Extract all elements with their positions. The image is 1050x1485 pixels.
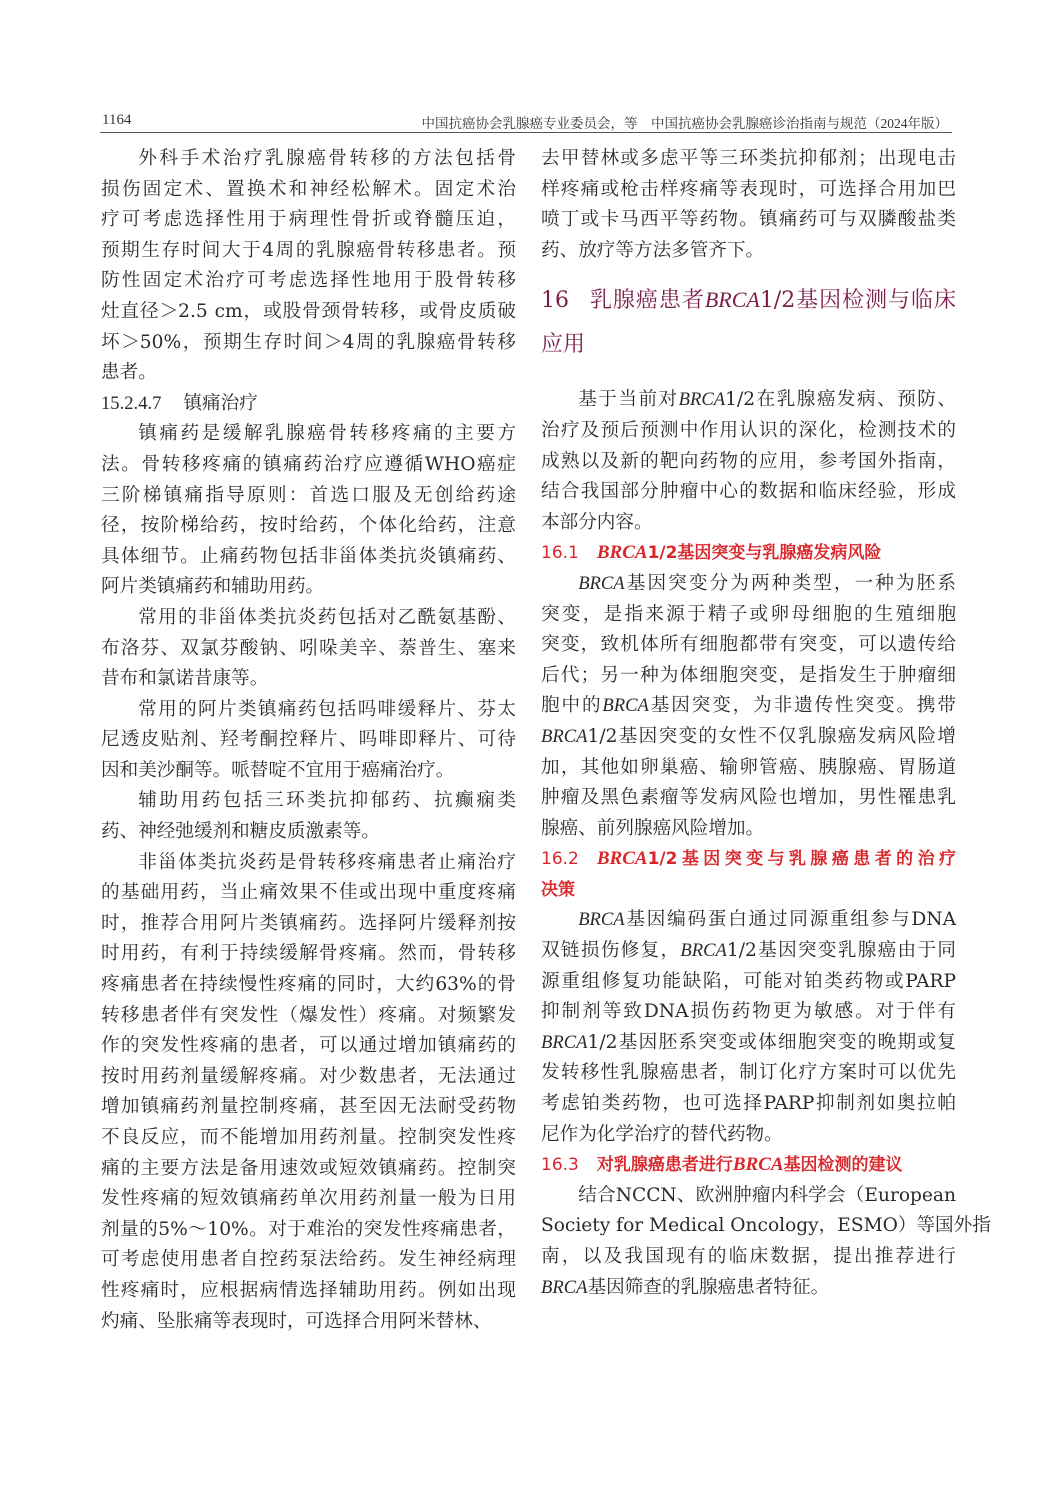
subsection-title: 镇痛治疗 (183, 392, 258, 414)
paragraph-breakthrough-pain (101, 848, 516, 1338)
text-line: 转移患者伴有突发性（爆发性）疼痛。对频繁发 (101, 1004, 516, 1026)
subsection-heading-15-2-4-7 (101, 389, 516, 420)
text-line: 损伤固定术、置换术和神经松解术。固定术治 (101, 178, 516, 200)
paragraph-16-3 (541, 1181, 991, 1303)
subsection-title: 基因检测的建议 (783, 1155, 903, 1176)
subsection-number: 16.1 (541, 543, 579, 564)
paragraph-analgesics (101, 419, 516, 603)
text-line: 外科手术治疗乳腺癌骨转移的方法包括骨 (138, 148, 516, 169)
text-line: 灼痛、坠胀痛等表现时，可选择合用阿米替林、 (101, 1310, 492, 1332)
text-line: 昔布和氯诺昔康等。 (101, 668, 269, 690)
paragraph-intro (541, 385, 956, 538)
text-line: 结合我国部分肿瘤中心的数据和临床经验，形成 (541, 481, 956, 503)
paragraph-opioids (101, 695, 516, 787)
text-line: 疼痛患者在持续慢性疼痛的同时，大约63%的骨 (101, 974, 516, 996)
text-line: 按时用药剂量缓解疼痛。对少数患者，无法通过 (101, 1065, 516, 1087)
text-line: 常用的阿片类镇痛药包括吗啡缓释片、芬太 (138, 698, 516, 720)
text: 1/2基因突变的女性不仅乳腺癌发病风险增 (587, 725, 956, 747)
text-line: 径，按阶梯给药，按时给药，个体化给药，注意 (101, 515, 516, 537)
gene-name: BRCA (596, 848, 648, 870)
gene-name: BRCA (541, 1276, 588, 1298)
text: 双链损伤修复， (541, 940, 681, 962)
text-line: 尼作为化学治疗的替代药物。 (541, 1123, 783, 1145)
text-line: 抑制剂等致DNA损伤药物更为敏感。对于伴有 (541, 1001, 956, 1023)
text-line: 肿瘤及黑色素瘤等发病风险也增加，男性罹患乳 (541, 787, 956, 809)
text-line: 的基础用药，当止痛效果不佳或出现中重度疼痛 (101, 882, 516, 904)
text-line: 布洛芬、双氯芬酸钠、吲哚美辛、萘普生、塞来 (101, 637, 516, 659)
subsection-number: 15.2.4.7 (101, 392, 162, 414)
text-line: 尼透皮贴剂、羟考酮控释片、吗啡即释片、可待 (101, 729, 516, 751)
text-line: 灶直径＞2.5 cm，或股骨颈骨转移，或骨皮质破 (101, 300, 516, 322)
text-line: 药、放疗等方法多管齐下。 (541, 239, 765, 261)
text-line: Society for Medical Oncology，ESMO）等国外指 (541, 1215, 991, 1237)
subsection-heading-16-3 (541, 1150, 956, 1181)
text-line: 药、神经弛缓剂和糖皮质激素等。 (101, 821, 380, 843)
text-line: 时，推荐合用阿片类镇痛药。选择阿片缓释剂按 (101, 912, 516, 934)
subsection-heading-16-1 (541, 538, 956, 569)
text: 基因编码蛋白通过同源重组参与DNA (624, 909, 956, 931)
subsection-title: 1/2基因突变与乳腺癌发病风险 (647, 543, 882, 564)
paragraph-16-1 (541, 569, 956, 844)
text-line: 预期生存时间大于4周的乳腺癌骨转移患者。预 (101, 239, 516, 261)
paragraph-continued (541, 144, 956, 266)
text-line: 三阶梯镇痛指导原则：首选口服及无创给药途 (101, 484, 516, 506)
text-line: 发转移性乳腺癌患者，制订化疗方案时可以优先 (541, 1062, 956, 1084)
gene-name: BRCA (541, 725, 588, 747)
subsection-title: 决策 (541, 879, 575, 900)
text-line: 具体细节。止痛药物包括非甾体类抗炎镇痛药、 (101, 545, 516, 567)
section-title-part: 乳腺癌患者 (589, 288, 705, 314)
gene-name: BRCA (541, 1031, 588, 1053)
text-line: 加，其他如卵巢癌、输卵管癌、胰腺癌、胃肠道 (541, 756, 956, 778)
section-number: 16 (541, 288, 569, 314)
text: 1/2在乳腺癌发病、预防、 (725, 389, 956, 411)
text-line: 非甾体类抗炎药是骨转移疼痛患者止痛治疗 (138, 851, 516, 873)
text-line: 突变，致机体所有细胞都带有突变，可以遗传给 (541, 634, 956, 656)
section-title-part: 1/2基因检测与临床 (759, 288, 956, 314)
text-line: 阿片类镇痛药和辅助用药。 (101, 576, 325, 598)
text-line: 南，以及我国现有的临床数据，提出推荐进行 (541, 1246, 956, 1267)
left-column (101, 144, 516, 1337)
text-line: 增加镇痛药剂量控制疼痛，甚至因无法耐受药物 (101, 1096, 516, 1118)
subsection-title: 1/2基因突变与乳腺癌患者的治疗 (647, 849, 956, 870)
text-line: 时用药，有利于持续缓解骨疼痛。然而，骨转移 (101, 943, 516, 965)
page-number: 1164 (102, 112, 132, 128)
paragraph-surgery (101, 144, 516, 389)
paragraph-nsaids (101, 603, 516, 695)
subsection-title: 对乳腺癌患者进行 (596, 1155, 733, 1176)
text-line: 去甲替林或多虑平等三环类抗抑郁剂；出现电击 (541, 148, 956, 169)
text: 基因突变分为两种类型，一种为胚系 (624, 572, 956, 594)
gene-name: BRCA (732, 1154, 784, 1176)
text: 1/2基因突变乳腺癌由于同 (726, 940, 956, 962)
text-line: 疗可考虑选择性用于病理性骨折或脊髓压迫， (101, 209, 516, 231)
right-column (541, 144, 991, 1303)
text-line: 可考虑使用患者自控药泵法给药。发生神经病理 (101, 1249, 516, 1271)
text: 基于当前对 (578, 389, 679, 411)
text-line: 治疗及预后预测中作用认识的深化，检测技术的 (541, 419, 956, 441)
gene-name: BRCA (578, 909, 625, 931)
running-title: 中国抗癌协会乳腺癌专业委员会，等 中国抗癌协会乳腺癌诊治指南与规范（2024年版） (421, 116, 948, 131)
gene-name: BRCA (596, 542, 648, 564)
text-line: 常用的非甾体类抗炎药包括对乙酰氨基酚、 (138, 606, 516, 628)
text: 基因突变，为非遗传性突变。携带 (648, 695, 956, 717)
text-line: 患者。 (101, 362, 157, 384)
text-line: 考虑铂类药物，也可选择PARP抑制剂如奥拉帕 (541, 1093, 956, 1115)
section-heading-16 (541, 278, 956, 367)
text-line: 痛的主要方法是备用速效或短效镇痛药。控制突 (101, 1157, 516, 1179)
page-header (102, 110, 950, 132)
text: 1/2基因胚系突变或体细胞突变的晚期或复 (587, 1031, 956, 1053)
text-line: 辅助用药包括三环类抗抑郁药、抗癫痫类 (138, 790, 516, 812)
gene-name: BRCA (704, 287, 760, 313)
gene-name: BRCA (578, 572, 625, 594)
text-line: 法。骨转移疼痛的镇痛药治疗应遵循WHO癌症 (101, 453, 516, 475)
text-line: 腺癌、前列腺癌风险增加。 (541, 817, 765, 839)
text-line: 发性疼痛的短效镇痛药单次用药剂量一般为日用 (101, 1188, 516, 1210)
text-line: 镇痛药是缓解乳腺癌骨转移疼痛的主要方 (138, 423, 516, 445)
text: 胞中的 (541, 695, 603, 717)
text-line: 因和美沙酮等。哌替啶不宜用于癌痛治疗。 (101, 759, 455, 781)
subsection-heading-16-2 (541, 844, 956, 905)
text-line: 坏＞50%，预期生存时间＞4周的乳腺癌骨转移 (101, 331, 516, 353)
text-line: 突变，是指来源于精子或卵母细胞的生殖细胞 (541, 603, 956, 625)
text-line: 防性固定术治疗可考虑选择性地用于股骨转移 (101, 270, 516, 292)
header-rule (100, 132, 952, 133)
text-line: 剂量的5%～10%。对于难治的突发性疼痛患者， (101, 1218, 516, 1240)
text-line: 本部分内容。 (541, 511, 653, 533)
paragraph-adjuvants (101, 786, 516, 847)
text-line: 样疼痛或枪击样疼痛等表现时，可选择合用加巴 (541, 178, 956, 200)
text-line: 后代；另一种为体细胞突变，是指发生于肿瘤细 (541, 664, 956, 686)
text-line: 源重组修复功能缺陷，可能对铂类药物或PARP (541, 970, 956, 992)
gene-name: BRCA (678, 389, 726, 411)
text-line: 不良反应，而不能增加用药剂量。控制突发性疼 (101, 1127, 516, 1148)
gene-name: BRCA (680, 940, 727, 962)
subsection-number: 16.2 (541, 849, 579, 870)
paragraph-16-2 (541, 905, 956, 1150)
text-line: 性疼痛时，应根据病情选择辅助用药。例如出现 (101, 1279, 516, 1301)
gene-name: BRCA (602, 695, 649, 717)
section-title-part: 应用 (541, 332, 586, 358)
text-line: 成熟以及新的靶向药物的应用，参考国外指南， (541, 450, 956, 472)
text-line: 作的突发性疼痛的患者，可以通过增加镇痛药的 (101, 1035, 516, 1057)
subsection-number: 16.3 (541, 1155, 579, 1176)
text-line: 喷丁或卡马西平等药物。镇痛药可与双膦酸盐类 (541, 209, 956, 231)
text-line: 结合NCCN、欧洲肿瘤内科学会（European (578, 1184, 956, 1206)
text: 基因筛查的乳腺癌患者特征。 (587, 1276, 830, 1298)
